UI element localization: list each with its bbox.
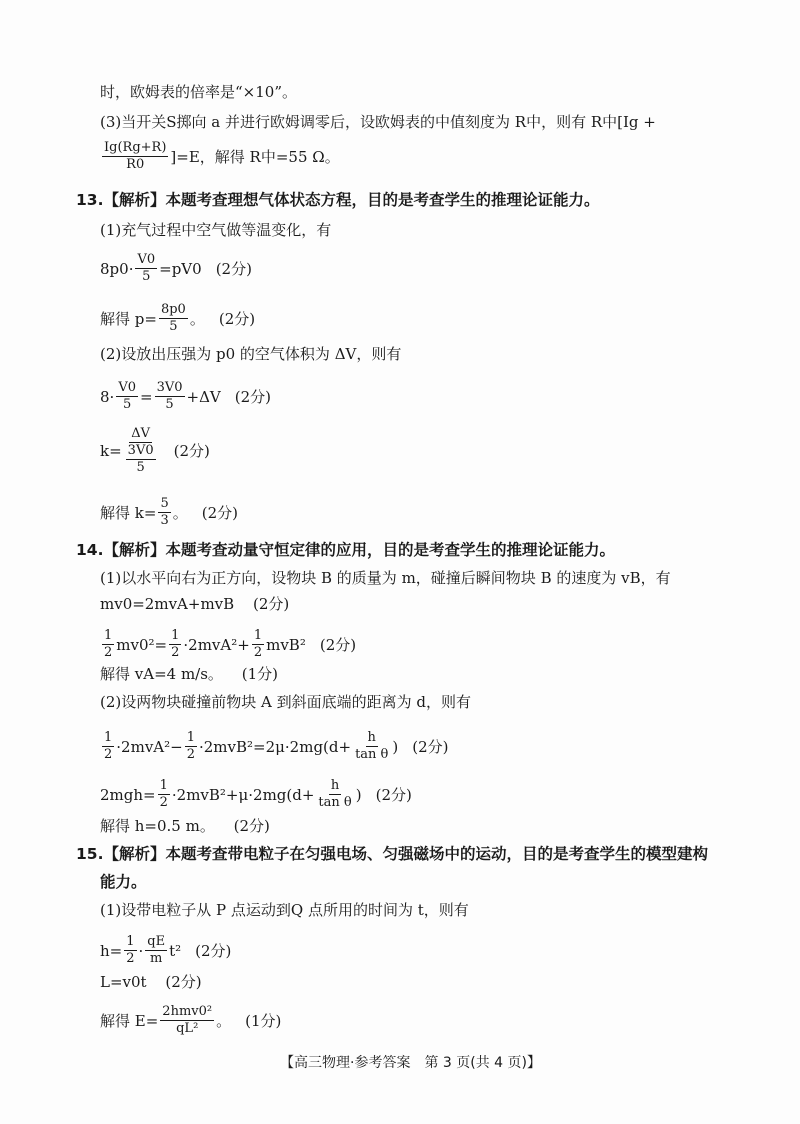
score-label: (2分) xyxy=(412,737,449,756)
equation: 解得 h=0.5 m。 (2分) xyxy=(100,817,270,835)
score-label: (2分) xyxy=(218,309,256,328)
equation: 解得 E= $\frac{\text{2hmv0²}}{\text{qL²}}$ 。 (1分) xyxy=(100,1004,282,1036)
score-label: (2分) xyxy=(319,635,357,654)
equation: 8p0· $\frac{V0}{5}$ =pV0 (2分) xyxy=(100,252,252,284)
text-line: (1)以水平向右为正方向，设物块 B 的质量为 m，碰撞后瞬间物块 B 的速度为 vB，有 xyxy=(100,569,671,587)
text-line: (3)当开关S掷向 a 并进行欧姆调零后，设欧姆表的中值刻度为 R中，则有 R中[Ig + xyxy=(100,113,656,131)
score-label: (1分) xyxy=(245,1011,282,1030)
text-line: (1)充气过程中空气做等温变化，有 xyxy=(100,221,332,239)
fraction: $\frac{3V0}{5}$ xyxy=(156,380,183,412)
score-label: (2分) xyxy=(233,817,270,835)
fraction: $\frac{1}{2}$ xyxy=(104,730,113,762)
fraction: $\frac{h}{\text{tan θ}}$ xyxy=(318,778,352,810)
equation: h= $\frac{1}{2}$ · $\frac{qE}{m}$ t² (2分) xyxy=(100,934,232,966)
score-label: (2分) xyxy=(173,442,210,460)
equation: mv0=2mvA+mvB (2分) xyxy=(100,595,290,613)
fraction: $\frac{1}{2}$ xyxy=(186,730,195,762)
score-label: (2分) xyxy=(201,503,238,522)
section-heading: 14.【解析】本题考查动量守恒定律的应用，目的是考查学生的推理论证能力。 xyxy=(76,541,615,559)
text-line: (1)设带电粒子从 P 点运动到Q 点所用的时间为 t，则有 xyxy=(100,901,469,919)
section-heading: 15.【解析】本题考查带电粒子在匀强电场、匀强磁场中的运动，目的是考查学生的模型建构 xyxy=(76,845,708,863)
page-footer: 【高三物理·参考答案 第 3 页(共 4 页)】 xyxy=(280,1055,541,1071)
text-line: (2)设放出压强为 p0 的空气体积为 ΔV，则有 xyxy=(100,345,402,363)
fraction: $\frac{\text{2hmv0²}}{\text{qL²}}$ xyxy=(162,1004,213,1036)
equation: 8· $\frac{V0}{5}$ = $\frac{3V0}{5}$ +ΔV (2分) xyxy=(100,380,271,412)
fraction: $\frac{1}{2}$ xyxy=(171,628,180,660)
equation: 2mgh= $\frac{1}{2}$ ·2mvB²+μ·2mg(d+ $\frac{h}{\text{tan θ}}$ ) (2分) xyxy=(100,778,412,810)
fraction: $\frac{5}{3}$ xyxy=(160,496,169,528)
equation: 解得 vA=4 m/s。 (1分) xyxy=(100,665,278,683)
equation: $\frac{1}{2}$ ·2mvA²− $\frac{1}{2}$ ·2mvB²=2μ·2mg(d+ $\frac{h}{\text{tan θ}}$ ) (2分) xyxy=(104,730,449,762)
text-line: 时，欧姆表的倍率是“×10”。 xyxy=(100,83,297,101)
text-line: (2)设两物块碰撞前物块 A 到斜面底端的距离为 d，则有 xyxy=(100,693,471,711)
score-label: (2分) xyxy=(375,785,412,804)
fraction: $\frac{V0}{5}$ xyxy=(137,252,156,284)
score-label: (2分) xyxy=(195,941,232,960)
section-heading: 13.【解析】本题考查理想气体状态方程，目的是考查学生的推理论证能力。 xyxy=(76,191,600,209)
equation: k= ΔV 3V0 5 (2分) xyxy=(100,426,210,475)
equation: $\frac{Ig(Rg+R)}{R0}$ ]=E，解得 R中=55 Ω。 xyxy=(104,140,340,172)
section-heading: 能力。 xyxy=(100,873,147,891)
equation: 解得 p= $\frac{8p0}{5}$ 。 (2分) xyxy=(100,302,256,334)
fraction: $\frac{8p0}{5}$ xyxy=(160,302,186,334)
fraction: $\frac{1}{2}$ xyxy=(104,628,113,660)
fraction: $\frac{1}{2}$ xyxy=(159,778,168,810)
fraction: $\frac{V0}{5}$ xyxy=(118,380,136,412)
fraction: $\frac{1}{2}$ xyxy=(253,628,263,660)
score-label: (2分) xyxy=(165,973,202,991)
equation: L=v0t (2分) xyxy=(100,973,202,991)
fraction: $\frac{1}{2}$ xyxy=(126,934,135,966)
fraction: $\frac{qE}{m}$ xyxy=(147,934,166,966)
score-label: (2分) xyxy=(252,595,290,613)
score-label: (1分) xyxy=(241,665,278,683)
score-label: (2分) xyxy=(234,387,271,406)
equation: $\frac{1}{2}$ mv0²= $\frac{1}{2}$ ·2mvA²+ $\frac{1}{2}$ mvB² (2分) xyxy=(104,628,357,660)
score-label: (2分) xyxy=(215,259,252,278)
compound-fraction: ΔV 3V0 5 xyxy=(127,426,154,475)
fraction: $\frac{Ig(Rg+R)}{R0}$ xyxy=(104,140,167,172)
equation: 解得 k= $\frac{5}{3}$ 。 (2分) xyxy=(100,496,238,528)
fraction: $\frac{h}{\text{tan θ}}$ xyxy=(355,730,389,762)
